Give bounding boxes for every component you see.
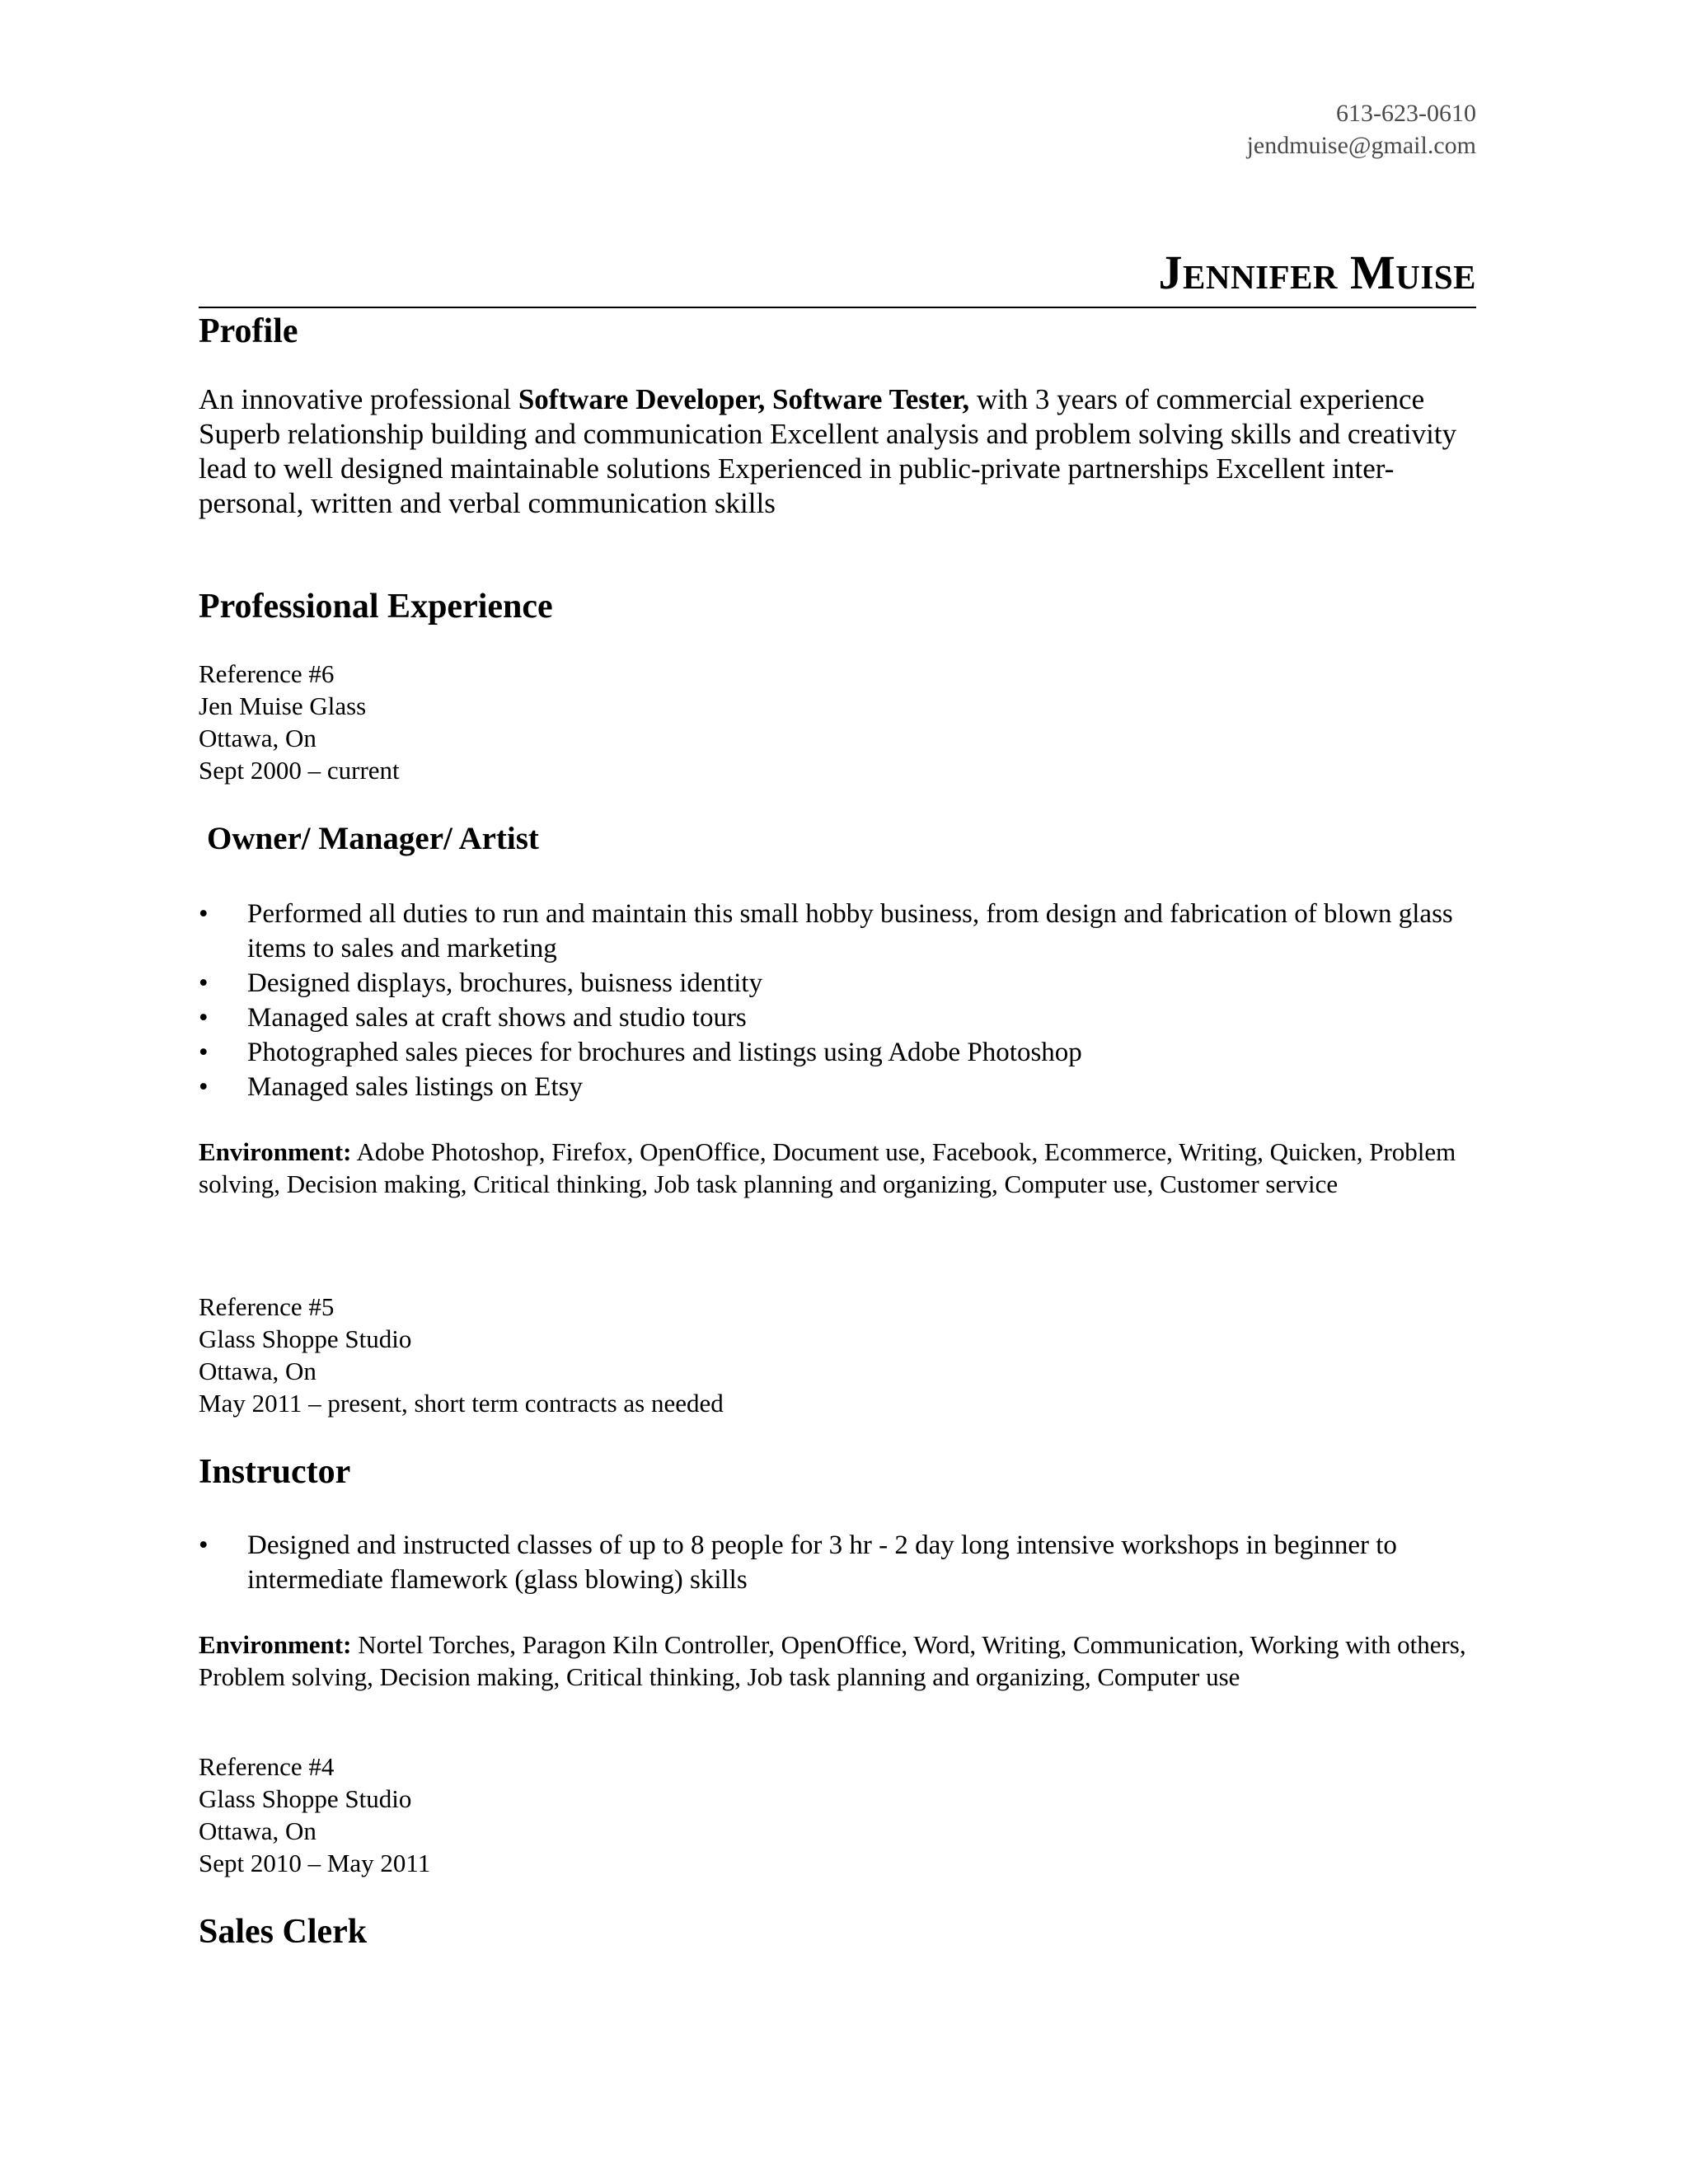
profile-summary [199,382,1484,521]
bullet-icon: • [199,968,209,998]
bullet-icon: • [199,1530,209,1560]
profile-roles: Software Developer, Software Tester, [518,383,970,415]
job-reference-block-1 [199,658,1484,786]
job-location: Ottawa, On [199,1357,316,1385]
phone-number: 613-623-0610 [1336,100,1476,127]
job-reference: Reference #5 [199,1292,335,1321]
environment-label: Environment: [199,1630,352,1659]
list-item: • Photographed sales pieces for brochures and listings using Adobe Photoshop [199,1035,1484,1070]
job-title-1: Owner/ Manager/ Artist [207,821,539,856]
job-dates: May 2011 – present, short term contracts as needed [199,1389,724,1418]
bullet-icon: • [199,1072,209,1102]
job-title-3: Sales Clerk [199,1913,368,1951]
profile-heading: Profile [199,312,298,350]
job-environment-1: Environment: Adobe Photoshop, Firefox, OpenOffice, Document use, Facebook, Ecommerce, Writing, Quicken, Problem solving, Decision making, Critical thinking, Job task planning and organizing, Computer use, Customer service [199,1137,1456,1198]
experience-heading: Professional Experience [199,588,553,626]
environment-label: Environment: [199,1137,352,1166]
list-item: • Managed sales at craft shows and studio tours [199,1001,1484,1035]
job-dates: Sept 2010 – May 2011 [199,1849,431,1877]
job-environment-2: Environment: Nortel Torches, Paragon Kiln Controller, OpenOffice, Word, Writing, Communication, Working with others, Problem solving, Decision making, Critical thinking, Job task planning and organizing, Computer use [199,1630,1466,1691]
bullet-icon: • [199,899,209,929]
job-reference: Reference #4 [199,1752,335,1781]
job-company: Glass Shoppe Studio [199,1324,412,1353]
bullet-icon: • [199,1038,209,1067]
job-location: Ottawa, On [199,1816,316,1845]
job-dates: Sept 2000 – current [199,756,400,785]
job-bullets-1 [199,897,1484,1104]
job-reference-block-2 [199,1291,1484,1419]
job-location: Ottawa, On [199,724,316,752]
profile-text: with 3 years of commercial experience Superb relationship building and communication Excellent analysis and problem solving skills and creativity lead to well designed maintainable solutions Experienced in public-private partnerships Excellent inter-personal, written and verbal communication skills [199,383,1457,519]
profile-intro: An innovative professional [199,383,518,415]
header-divider [199,307,1476,308]
job-reference: Reference #6 [199,659,335,688]
job-company: Glass Shoppe Studio [199,1784,412,1813]
list-item: • Designed displays, brochures, buisness identity [199,966,1484,1001]
contact-block [1247,97,1476,162]
candidate-name: Jennifer Muise [1158,246,1476,299]
job-title-2: Instructor [199,1453,351,1491]
list-item: • Designed and instructed classes of up to 8 people for 3 hr - 2 day long intensive workshops in beginner to intermediate flamework (glass blowing) skills [199,1528,1484,1597]
job-company: Jen Muise Glass [199,691,367,720]
job-reference-block-3 [199,1750,1484,1879]
list-item: • Managed sales listings on Etsy [199,1070,1484,1104]
email-address: jendmuise@gmail.com [1246,132,1476,159]
list-item: • Performed all duties to run and maintain this small hobby business, from design and fabrication of blown glass items to sales and marketing [199,897,1484,966]
job-bullets-2 [199,1528,1484,1597]
bullet-icon: • [199,1003,209,1033]
